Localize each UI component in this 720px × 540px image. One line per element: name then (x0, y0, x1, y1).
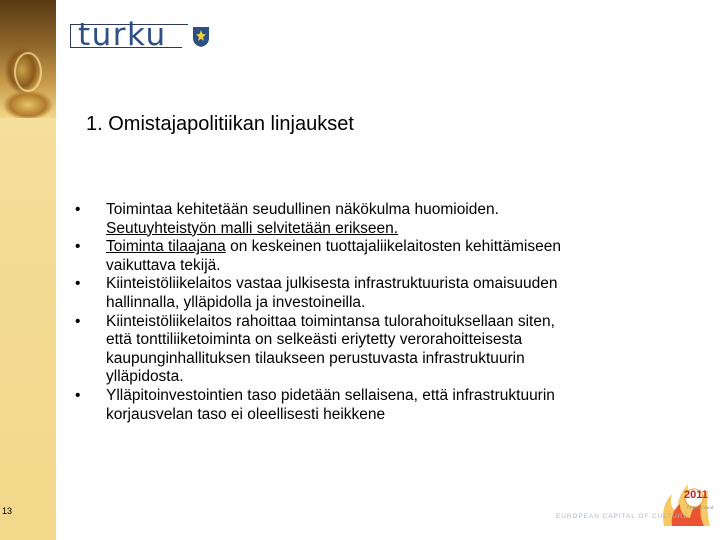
footer-year: 2011 (684, 489, 708, 501)
turku-logo (70, 18, 216, 52)
bullet-text: hallinnalla, ylläpidolla ja investoineilla. (106, 293, 366, 311)
bullet-dot: • (75, 386, 81, 404)
sidebar-photo (0, 0, 56, 118)
bullet-text: vaikuttava tekijä. (106, 256, 221, 274)
bullet-text: korjausvelan taso ei oleellisesti heikkene (106, 405, 386, 423)
bullet-list (75, 201, 675, 424)
bullet-dot: • (75, 201, 81, 218)
logo-frame (70, 24, 71, 48)
bullet-text: Toimintaa kehitetään seudullinen näkökulma huomioiden. (106, 201, 499, 218)
bullet-text: Kiinteistöliikelaitos vastaa julkisesta infrastruktuurista omaisuuden (106, 275, 558, 293)
slide-title: 1. Omistajapolitiikan linjaukset (86, 113, 354, 135)
logo-text: turku (78, 17, 167, 53)
bullet-text: Kiinteistöliikelaitos rahoittaa toimintansa tulorahoituksellaan siten, (106, 312, 555, 330)
capital-of-culture-logo (556, 476, 716, 532)
bullet-item (75, 238, 675, 275)
photo-ornament (14, 52, 42, 92)
bullet-text: kaupunginhallituksen tilaukseen perustuvasta infrastruktuurin (106, 349, 525, 367)
bullet-text: ylläpidosta. (106, 368, 184, 386)
bullet-text: Toiminta tilaajana (106, 238, 226, 256)
bullet-item (75, 387, 675, 424)
bullet-text: on keskeinen tuottajaliikelaitosten kehittämiseen (225, 238, 561, 256)
bullet-dot: • (75, 312, 81, 330)
bullet-dot: • (75, 238, 81, 256)
page-number: 13 (2, 506, 13, 516)
bullet-item (75, 313, 675, 387)
bullet-text: että tonttiliiketoiminta on selkeästi eriytetty verorahoitteisesta (106, 331, 523, 349)
sidebar-band (0, 0, 56, 540)
bullet-text: Ylläpitoinvestointien taso pidetään sellaisena, että infrastruktuurin (106, 386, 555, 404)
bullet-text: Seutuyhteistyön malli selvitetään erikseen. (106, 219, 399, 237)
bullet-dot: • (75, 275, 81, 293)
footer-subtext: Turku Finland (686, 505, 714, 510)
bullet-item (75, 201, 675, 238)
bullet-item (75, 275, 675, 312)
flame-icon (556, 476, 716, 532)
footer-campaign-text: EUROPEAN CAPITAL OF CULTURE (556, 513, 689, 520)
coat-of-arms-icon (192, 26, 210, 48)
